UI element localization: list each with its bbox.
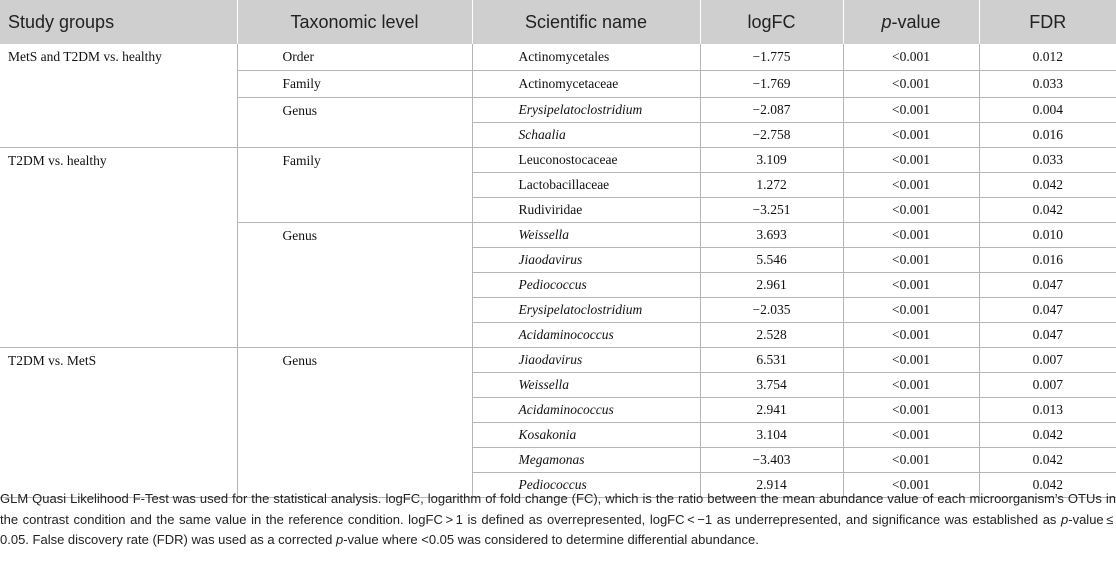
- header-p-rest: -value: [891, 11, 941, 32]
- header-row: [0, 0, 1116, 44]
- p-value-cell: <0.001: [843, 348, 979, 373]
- scientific-name-cell: Pediococcus: [472, 473, 700, 498]
- scientific-name-cell: Kosakonia: [472, 423, 700, 448]
- logfc-cell: 2.961: [700, 273, 843, 298]
- p-value-cell: <0.001: [843, 148, 979, 173]
- scientific-name-cell: Rudiviridae: [472, 198, 700, 223]
- fdr-cell: 0.042: [979, 448, 1116, 473]
- fdr-cell: 0.042: [979, 173, 1116, 198]
- logfc-cell: 6.531: [700, 348, 843, 373]
- footnote-segment: -value ≤ 0.05. False discovery rate (FDR) was used as a corrected: [0, 511, 1116, 547]
- fdr-cell: 0.042: [979, 423, 1116, 448]
- fdr-cell: 0.047: [979, 273, 1116, 298]
- table-row: [0, 44, 1116, 71]
- scientific-name-cell: Erysipelatoclostridium: [472, 298, 700, 323]
- fdr-cell: 0.007: [979, 348, 1116, 373]
- logfc-cell: 2.941: [700, 398, 843, 423]
- taxonomic-level-cell: Genus: [237, 223, 472, 348]
- scientific-name-cell: Jiaodavirus: [472, 348, 700, 373]
- p-value-cell: <0.001: [843, 44, 979, 71]
- p-value-cell: <0.001: [843, 473, 979, 498]
- scientific-name-cell: Acidaminococcus: [472, 323, 700, 348]
- p-value-cell: <0.001: [843, 398, 979, 423]
- study-group-cell: MetS and T2DM vs. healthy: [0, 44, 237, 148]
- p-value-cell: <0.001: [843, 298, 979, 323]
- p-value-cell: <0.001: [843, 71, 979, 98]
- scientific-name-cell: Leuconostocaceae: [472, 148, 700, 173]
- fdr-cell: 0.007: [979, 373, 1116, 398]
- scientific-name-cell: Actinomycetaceae: [472, 71, 700, 98]
- logfc-cell: −1.769: [700, 71, 843, 98]
- table-body: [0, 44, 1116, 498]
- p-value-cell: <0.001: [843, 123, 979, 148]
- header-p-italic: p: [881, 11, 892, 32]
- fdr-cell: 0.042: [979, 473, 1116, 498]
- scientific-name-cell: Weissella: [472, 223, 700, 248]
- logfc-cell: 3.693: [700, 223, 843, 248]
- logfc-cell: 3.104: [700, 423, 843, 448]
- table-row: [0, 348, 1116, 373]
- table-row: [0, 148, 1116, 173]
- p-value-cell: <0.001: [843, 373, 979, 398]
- fdr-cell: 0.047: [979, 323, 1116, 348]
- logfc-cell: 5.546: [700, 248, 843, 273]
- taxonomic-level-cell: Genus: [237, 348, 472, 498]
- footnote-segment: p: [335, 532, 344, 547]
- logfc-cell: −2.758: [700, 123, 843, 148]
- logfc-cell: −3.251: [700, 198, 843, 223]
- logfc-cell: 2.528: [700, 323, 843, 348]
- fdr-cell: 0.042: [979, 198, 1116, 223]
- p-value-cell: <0.001: [843, 323, 979, 348]
- scientific-name-cell: Erysipelatoclostridium: [472, 98, 700, 123]
- p-value-cell: <0.001: [843, 273, 979, 298]
- scientific-name-cell: Pediococcus: [472, 273, 700, 298]
- fdr-cell: 0.033: [979, 71, 1116, 98]
- fdr-cell: 0.047: [979, 298, 1116, 323]
- p-value-cell: <0.001: [843, 173, 979, 198]
- taxonomic-level-cell: Family: [237, 148, 472, 223]
- scientific-name-cell: Jiaodavirus: [472, 248, 700, 273]
- table-footnote: [0, 489, 1116, 551]
- header-study-groups: Study groups: [0, 0, 237, 44]
- logfc-cell: 2.914: [700, 473, 843, 498]
- p-value-cell: <0.001: [843, 248, 979, 273]
- fdr-cell: 0.012: [979, 44, 1116, 71]
- fdr-cell: 0.013: [979, 398, 1116, 423]
- taxonomic-level-cell: Genus: [237, 98, 472, 148]
- fdr-cell: 0.033: [979, 148, 1116, 173]
- logfc-cell: 3.754: [700, 373, 843, 398]
- header-logfc: logFC: [700, 0, 843, 44]
- scientific-name-cell: Schaalia: [472, 123, 700, 148]
- p-value-cell: <0.001: [843, 448, 979, 473]
- logfc-cell: −3.403: [700, 448, 843, 473]
- study-group-cell: T2DM vs. healthy: [0, 148, 237, 348]
- taxonomic-level-cell: Family: [237, 71, 472, 98]
- scientific-name-cell: Acidaminococcus: [472, 398, 700, 423]
- p-value-cell: <0.001: [843, 423, 979, 448]
- header-scientific-name: Scientific name: [472, 0, 700, 44]
- taxonomic-level-cell: Order: [237, 44, 472, 71]
- study-group-cell: T2DM vs. MetS: [0, 348, 237, 498]
- header-p-value: [843, 0, 979, 44]
- logfc-cell: −1.775: [700, 44, 843, 71]
- footnote-segment: -value where <0.05 was considered to determine differential abundance.: [343, 532, 759, 547]
- logfc-cell: 3.109: [700, 148, 843, 173]
- footnote-segment: GLM Quasi Likelihood F-Test was used for the statistical analysis. logFC, logarithm of fold change (FC), which is the ratio between the mean abundance value of each microorganism’s OTUs in the contrast condition and the same value in the reference condition. logFC > 1 is defined as overrepresented, logFC < −1 as underrepresented, and significance was established as: [0, 491, 1116, 527]
- logfc-cell: −2.035: [700, 298, 843, 323]
- scientific-name-cell: Weissella: [472, 373, 700, 398]
- p-value-cell: <0.001: [843, 223, 979, 248]
- p-value-cell: <0.001: [843, 198, 979, 223]
- fdr-cell: 0.004: [979, 98, 1116, 123]
- header-fdr: FDR: [979, 0, 1116, 44]
- logfc-cell: 1.272: [700, 173, 843, 198]
- scientific-name-cell: Lactobacillaceae: [472, 173, 700, 198]
- scientific-name-cell: Actinomycetales: [472, 44, 700, 71]
- header-taxonomic-level: Taxonomic level: [237, 0, 472, 44]
- scientific-name-cell: Megamonas: [472, 448, 700, 473]
- fdr-cell: 0.016: [979, 123, 1116, 148]
- p-value-cell: <0.001: [843, 98, 979, 123]
- fdr-cell: 0.016: [979, 248, 1116, 273]
- logfc-cell: −2.087: [700, 98, 843, 123]
- footnote-segment: p: [1061, 511, 1069, 527]
- fdr-cell: 0.010: [979, 223, 1116, 248]
